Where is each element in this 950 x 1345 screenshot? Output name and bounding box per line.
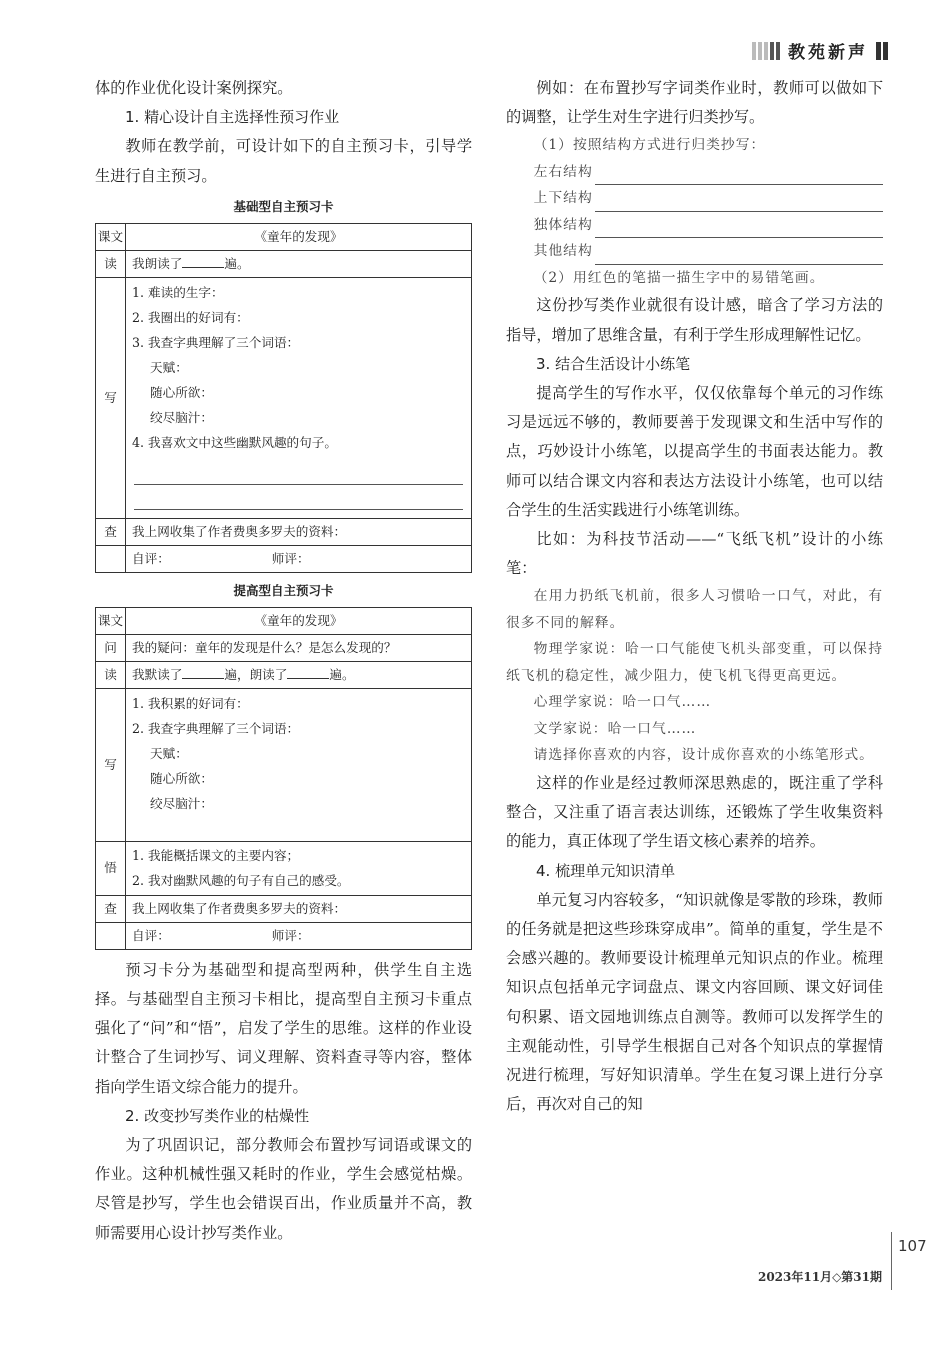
struct-label-2: 上下结构 [533, 190, 593, 207]
struct-row-4 [506, 238, 883, 265]
struct-label-4: 其他结构 [533, 243, 593, 260]
card2-w2c: 绞尽脑汁： [150, 795, 213, 811]
card1-w4: 4. 我喜欢文中这些幽默风趣的句子。 [132, 434, 337, 450]
struct-label-3: 独体结构 [533, 216, 593, 233]
card2-read-cell [126, 661, 472, 688]
card2-wu1: 1. 我能概括课文的主要内容； [132, 847, 300, 863]
struct-label-1: 左右结构 [533, 163, 593, 180]
exercise-text-4: 文学家说：哈一口气…… [533, 720, 697, 737]
card1-read-a: 我朗读了 [132, 255, 183, 271]
card1-eval-cell [126, 545, 472, 572]
column-title: 教苑新声 [788, 42, 868, 63]
card2-w1: 1. 我积累的好词有： [132, 695, 249, 711]
card1-read-cell [126, 250, 472, 277]
exercise-text-3: 心理学家说：哈一口气…… [533, 694, 712, 711]
basic-preview-card [95, 223, 472, 573]
section-1-paragraph: 教师在教学前，可设计如下的自主预习卡，引导学生进行自主预习。 [95, 137, 472, 185]
section-3-title: 3. 结合生活设计小练笔 [536, 354, 691, 373]
header-decoration-bars [752, 40, 782, 60]
card2-label-read: 读 [96, 661, 126, 688]
card2-label-write: 写 [96, 688, 126, 841]
section-3-paragraph: 提高学生的写作水平，仅仅依靠每个单元的习作练习是远远不够的，教师要善于发现课文和生活中写作的点，巧妙设计小练笔，以提高学生的书面表达能力。教师可以结合课文内容和表达方法设计小练笔，也可以结合学生的生活实践进行小练笔训练。 [506, 384, 883, 519]
page-number-divider [891, 1232, 892, 1290]
fill-line [595, 191, 883, 212]
copy-task-1: （1）按照结构方式进行归类抄写： [533, 137, 766, 154]
card1-w3: 3. 我查字典理解了三个词语： [132, 334, 300, 350]
header-decoration-bars-right [874, 40, 888, 60]
card1-label-write: 写 [96, 277, 126, 518]
card1-write-cell [126, 277, 472, 518]
struct-row-3 [506, 212, 883, 239]
blank-line [182, 253, 224, 268]
writing-line [134, 485, 463, 510]
card2-w2b: 随心所欲： [150, 770, 213, 786]
card2-label-wu: 悟 [96, 841, 126, 895]
card2-check-text: 我上网收集了作者费奥多罗夫的资料： [126, 895, 472, 922]
page-number: 107 [898, 1237, 927, 1255]
right-column [506, 74, 883, 1119]
copy-summary-paragraph: 这份抄写类作业就很有设计感，暗含了学习方法的指导，增加了思维含量，有利于学生形成理解性记忆。 [506, 296, 883, 344]
left-column [95, 74, 472, 1248]
card2-text-title: 《童年的发现》 [126, 607, 472, 634]
card2-read-c: 遍。 [329, 666, 355, 682]
card1-w3a: 天赋： [150, 359, 188, 375]
blank-line [182, 664, 224, 679]
card2-w2a: 天赋： [150, 745, 188, 761]
copy-task-2: （2）用红色的笔描一描生字中的易错笔画。 [533, 269, 825, 286]
card2-self-eval: 自评： [132, 927, 170, 943]
card1-label-check: 查 [96, 518, 126, 545]
section-4-paragraph: 单元复习内容较多，“知识就像是零散的珍珠，教师的任务就是把这些珍珠穿成串”。简单的重复，学生是不会感兴趣的。教师要设计梳理单元知识点的作业。梳理知识点包括单元字词盘点、课文内容回顾、课文好词佳句积累、语文园地训练点自测等。教师可以发挥学生的主观能动性，引导学生根据自己对各个知识点的掌握情况进行梳理，写好知识清单。学生在复习课上进行分享后，再次对自己的知 [506, 890, 883, 1114]
card1-teacher-eval: 师评： [271, 550, 310, 566]
exercise-text-1: 在用力扔纸飞机前，很多人习惯哈一口气，对此，有很多不同的解释。 [506, 588, 883, 631]
card2-w2: 2. 我查字典理解了三个词语： [132, 720, 300, 736]
card2-eval-cell [126, 922, 472, 949]
card2-wu2: 2. 我对幽默风趣的句子有自己的感受。 [132, 872, 350, 888]
card2-label-check: 查 [96, 895, 126, 922]
card1-w2: 2. 我圈出的好词有： [132, 309, 249, 325]
card1-w3c: 绞尽脑汁： [150, 409, 213, 425]
card2-read-a: 我默读了 [132, 666, 183, 682]
card1-label-read: 读 [96, 250, 126, 277]
paper-plane-intro: 比如：为科技节活动——“飞纸飞机”设计的小练笔： [506, 530, 883, 578]
writing-line [134, 460, 463, 485]
card2-wu-cell [126, 841, 472, 895]
card1-read-b: 遍。 [224, 255, 250, 271]
blank-line [287, 664, 329, 679]
card1-w1: 1. 难读的生字： [132, 284, 224, 300]
copy-example-paragraph: 例如：在布置抄写字词类作业时，教师可以做如下的调整，让学生对生字进行归类抄写。 [506, 79, 883, 127]
card2-label-text: 课文 [96, 607, 126, 634]
fill-line [595, 164, 883, 185]
advanced-preview-card [95, 607, 472, 950]
exercise-text-5: 请选择你喜欢的内容，设计成你喜欢的小练笔形式。 [533, 747, 874, 764]
card1-check-text: 我上网收集了作者费奥多罗夫的资料： [126, 518, 472, 545]
fill-line [595, 217, 883, 238]
issue-label: 2023年11月◇第31期 [757, 1270, 882, 1284]
exercise-summary-paragraph: 这样的作业是经过教师深思熟虑的，既注重了学科整合，又注重了语言表达训练，还锻炼了学生收集资料的能力，真正体现了学生语文核心素养的培养。 [506, 773, 883, 851]
exercise-text-2: 物理学家说：哈一口气能使飞机头部变重，可以保持纸飞机的稳定性，减少阻力，使飞机飞得更高更远。 [506, 641, 883, 684]
section-2-paragraph: 为了巩固识记，部分教师会布置抄写词语或课文的作业。这种机械性强又耗时的作业，学生会感觉枯燥。尽管是抄写，学生也会错误百出，作业质量并不高，教师需要用心设计抄写类作业。 [95, 1136, 472, 1242]
card2-label-ask: 问 [96, 634, 126, 661]
card2-ask-text: 我的疑问：童年的发现是什么？是怎么发现的？ [126, 634, 472, 661]
page-header [752, 38, 888, 62]
card1-w3b: 随心所欲： [150, 384, 213, 400]
section-2-title: 2. 改变抄写类作业的枯燥性 [125, 1106, 310, 1125]
section-4-title: 4. 梳理单元知识清单 [536, 861, 676, 880]
card-summary-paragraph: 预习卡分为基础型和提高型两种，供学生自主选择。与基础型自主预习卡相比，提高型自主预习卡重点强化了“问”和“悟”，启发了学生的思维。这样的作业设计整合了生词抄写、词义理解、资料查寻等内容，整体指向学生语文综合能力的提升。 [95, 960, 472, 1096]
card2-read-b: 遍，朗读了 [224, 666, 288, 682]
card2-teacher-eval: 师评： [271, 927, 310, 943]
card1-self-eval: 自评： [132, 550, 170, 566]
card2-caption: 提高型自主预习卡 [233, 582, 334, 598]
card1-label-text: 课文 [96, 223, 126, 250]
card1-caption: 基础型自主预习卡 [233, 198, 334, 214]
struct-row-1 [506, 159, 883, 186]
fill-line [595, 244, 883, 265]
intro-text: 体的作业优化设计案例探究。 [95, 79, 293, 97]
card2-write-cell [126, 688, 472, 841]
section-1-title: 1. 精心设计自主选择性预习作业 [125, 108, 340, 127]
card2-empty-cell [96, 922, 126, 949]
card1-empty-cell [96, 545, 126, 572]
struct-row-2 [506, 185, 883, 212]
card1-text-title: 《童年的发现》 [126, 223, 472, 250]
